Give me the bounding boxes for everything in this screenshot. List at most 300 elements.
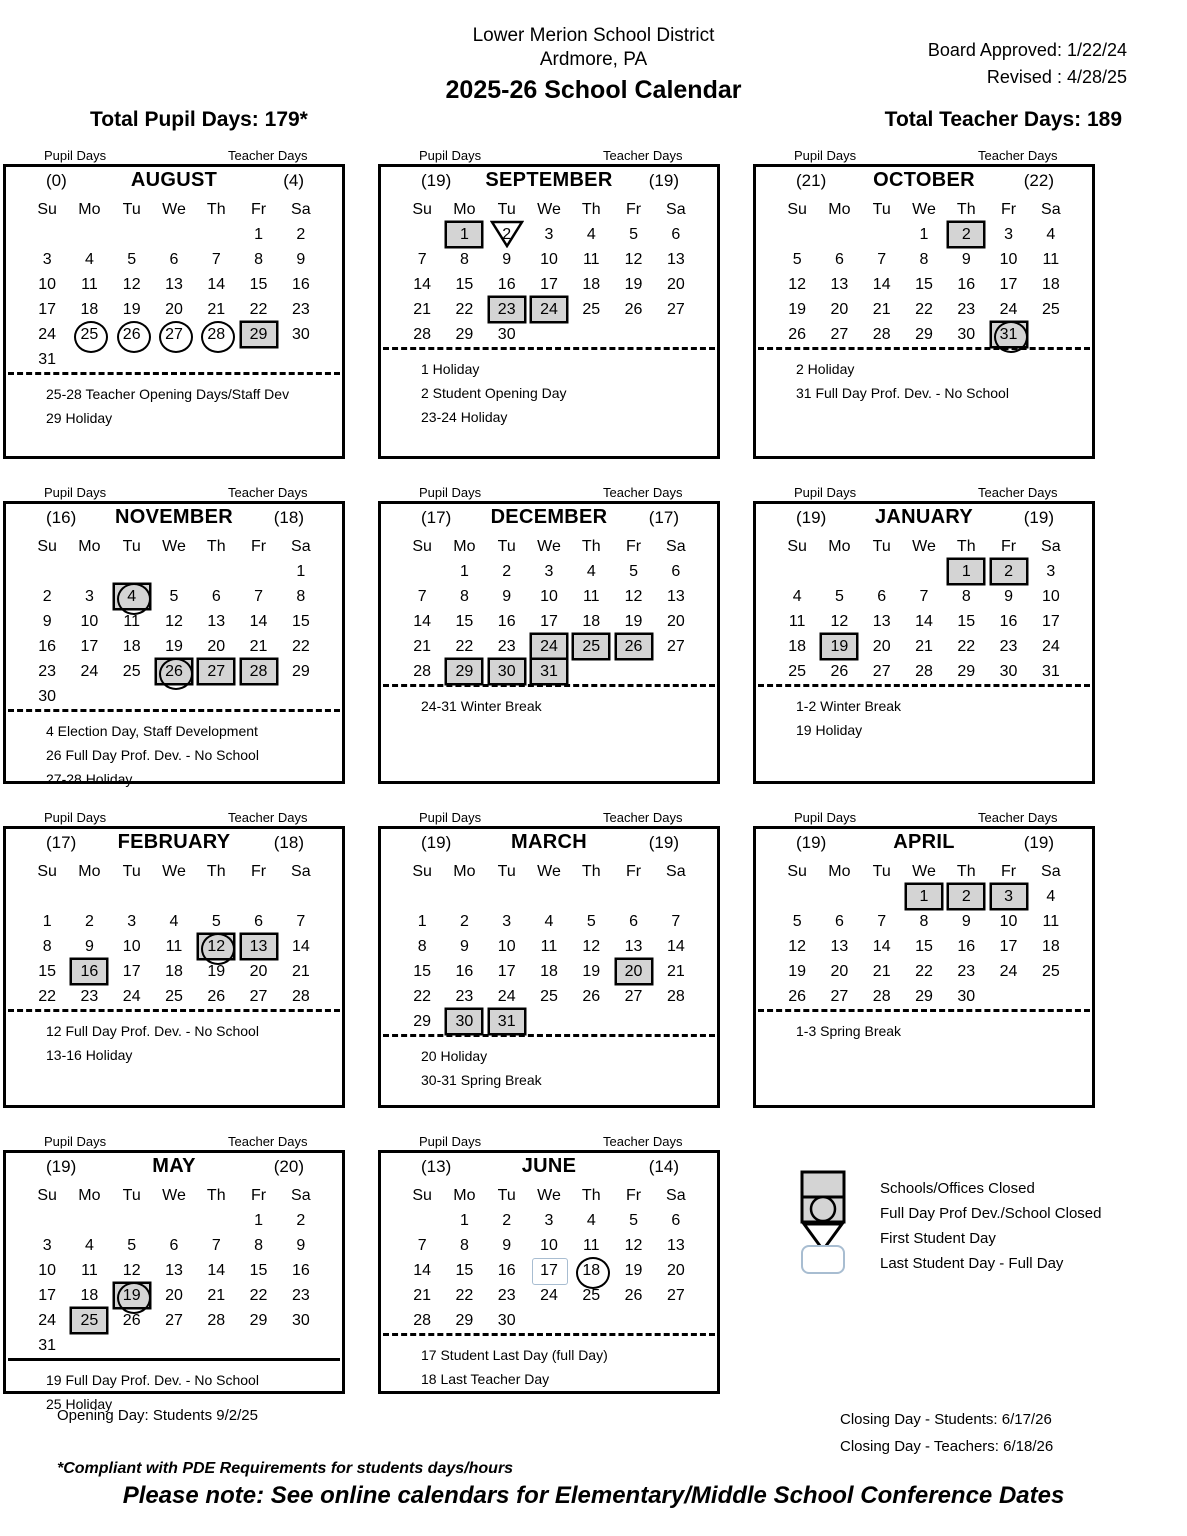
day-number: 9	[961, 913, 971, 930]
day-cell-15	[443, 609, 485, 634]
day-number: 22	[249, 301, 268, 318]
day-cell-26	[111, 322, 153, 347]
day-cell-30	[945, 322, 987, 347]
day-number: 18	[582, 1262, 601, 1279]
day-cell-29	[401, 1009, 443, 1034]
pupil-days-caption: Pupil Days	[44, 1134, 107, 1149]
month-pupil-day-count: (0)	[46, 171, 67, 190]
month-title-row	[381, 167, 717, 197]
month-caption	[750, 150, 1125, 164]
legend-symbols	[796, 1168, 856, 1278]
day-number: 17	[497, 963, 516, 980]
day-cell-5	[111, 247, 153, 272]
week-row	[776, 884, 1072, 909]
pupil-days-caption: Pupil Days	[44, 148, 107, 163]
day-cell-22	[903, 297, 945, 322]
day-number: 5	[169, 588, 179, 605]
empty-day-cell	[111, 1333, 153, 1358]
day-cell-3	[26, 1233, 68, 1258]
day-number: 18	[540, 963, 558, 980]
month-cell-november	[0, 485, 375, 787]
day-number: 18	[80, 301, 99, 318]
day-number: 26	[157, 660, 191, 683]
day-cell-23	[486, 1283, 528, 1308]
day-cell-2	[945, 884, 987, 909]
legend-label-list	[880, 1176, 1101, 1276]
day-number: 7	[211, 1237, 221, 1254]
day-number: 20	[830, 301, 849, 318]
teacher-days-caption: Teacher Days	[228, 1134, 308, 1149]
day-cell-13	[861, 609, 903, 634]
legend-item-3: Last Student Day - Full Day	[880, 1255, 1064, 1272]
day-number: 29	[291, 663, 310, 680]
empty-day-cell	[612, 1009, 654, 1034]
day-number: 27	[666, 301, 685, 318]
month-pupil-day-count: (19)	[796, 833, 827, 852]
day-number: 26	[624, 1287, 643, 1304]
day-cell-18	[153, 959, 195, 984]
day-cell-10	[987, 247, 1029, 272]
day-cell-14	[861, 272, 903, 297]
empty-day-cell	[655, 1009, 697, 1034]
day-cell-30	[987, 659, 1029, 684]
week-row	[401, 1308, 697, 1333]
month-teacher-day-count: (19)	[648, 171, 679, 190]
week-row	[26, 1308, 322, 1333]
weekday-header-sa: Sa	[1041, 862, 1061, 880]
pupil-days-caption: Pupil Days	[44, 485, 107, 500]
day-number: 3	[42, 251, 52, 268]
day-number: 10	[540, 1237, 558, 1254]
day-number: 13	[207, 613, 226, 630]
day-number: 14	[872, 276, 891, 293]
day-number: 23	[291, 1287, 310, 1304]
day-number: 22	[38, 988, 57, 1005]
month-note: 12 Full Day Prof. Dev. - No School	[46, 1023, 259, 1039]
empty-day-cell	[68, 1208, 110, 1233]
month-note: 2 Holiday	[796, 361, 855, 377]
day-cell-9	[280, 247, 322, 272]
day-cell-7	[861, 909, 903, 934]
day-cell-17	[987, 272, 1029, 297]
day-number: 24	[999, 963, 1018, 980]
day-number: 25	[574, 635, 608, 658]
week-row	[776, 609, 1072, 634]
day-number: 17	[80, 638, 99, 655]
day-cell-22	[401, 984, 443, 1009]
page-footer	[0, 1398, 1187, 1536]
day-cell-1	[443, 559, 485, 584]
legend-item-1: Full Day Prof Dev./School Closed	[880, 1205, 1102, 1222]
day-number: 31	[490, 1010, 524, 1033]
empty-day-cell	[195, 1208, 237, 1233]
day-cell-1	[237, 1208, 279, 1233]
day-number: 18	[1041, 938, 1060, 955]
day-cell-14	[195, 272, 237, 297]
day-number: 15	[38, 963, 57, 980]
week-row	[26, 1258, 322, 1283]
empty-day-cell	[111, 559, 153, 584]
day-number: 20	[666, 276, 685, 293]
month-teacher-day-count: (19)	[1023, 508, 1054, 527]
empty-day-cell	[68, 347, 110, 372]
month-caption	[750, 487, 1125, 501]
day-cell-11	[570, 584, 612, 609]
day-cell-28	[237, 659, 279, 684]
day-number: 15	[249, 276, 268, 293]
day-number: 18	[165, 963, 183, 980]
day-cell-4	[111, 584, 153, 609]
empty-day-cell	[818, 222, 860, 247]
day-cell-8	[237, 247, 279, 272]
day-cell-25	[528, 984, 570, 1009]
day-cell-6	[612, 909, 654, 934]
month-box	[378, 826, 720, 1108]
weekday-header-th: Th	[206, 200, 226, 218]
day-cell-3	[111, 909, 153, 934]
month-box	[753, 501, 1095, 784]
day-cell-9	[486, 1233, 528, 1258]
day-cell-7	[903, 584, 945, 609]
empty-day-cell	[280, 1333, 322, 1358]
day-number: 30	[447, 1010, 481, 1033]
month-cell-september	[375, 150, 750, 459]
day-cell-14	[401, 272, 443, 297]
month-caption	[0, 812, 375, 826]
day-number: 23	[291, 301, 310, 318]
day-cell-11	[528, 934, 570, 959]
day-number: 10	[497, 938, 516, 955]
week-row	[26, 559, 322, 584]
day-cell-16	[280, 1258, 322, 1283]
day-number: 26	[582, 988, 601, 1005]
day-number: 29	[455, 1312, 474, 1329]
weekday-header-tu: Tu	[122, 862, 141, 880]
day-number: 1	[296, 563, 306, 580]
day-number: 20	[207, 638, 226, 655]
week-row	[401, 659, 697, 684]
day-number: 9	[296, 1237, 306, 1254]
day-number: 21	[872, 301, 891, 318]
day-number: 4	[115, 585, 149, 608]
empty-day-cell	[570, 1308, 612, 1333]
day-cell-20	[153, 1283, 195, 1308]
day-cell-16	[945, 272, 987, 297]
week-row	[776, 934, 1072, 959]
month-note: 25-28 Teacher Opening Days/Staff Dev	[46, 386, 290, 402]
weekday-header-mo: Mo	[78, 1186, 101, 1204]
day-number: 18	[80, 1287, 99, 1304]
please-note-text: Please note: See online calendars for Elementary/Middle School Conference Dates	[122, 1482, 1065, 1509]
day-cell-26	[570, 984, 612, 1009]
day-cell-10	[68, 609, 110, 634]
day-number: 25	[540, 988, 558, 1005]
day-cell-22	[237, 1283, 279, 1308]
week-row	[26, 609, 322, 634]
day-number: 2	[992, 560, 1026, 583]
day-cell-29	[443, 322, 485, 347]
day-cell-20	[237, 959, 279, 984]
day-cell-25	[776, 659, 818, 684]
day-number: 31	[38, 1337, 57, 1354]
month-day-grid	[401, 534, 697, 684]
day-cell-9	[987, 584, 1029, 609]
day-cell-10	[528, 247, 570, 272]
day-number: 3	[502, 913, 512, 930]
month-teacher-day-count: (14)	[648, 1157, 679, 1176]
teacher-days-caption: Teacher Days	[978, 485, 1058, 500]
month-title-row	[381, 829, 717, 859]
day-number: 10	[38, 1262, 57, 1279]
opening-day-text: Opening Day: Students 9/2/25	[57, 1407, 258, 1424]
week-row	[26, 1283, 322, 1308]
week-row	[401, 934, 697, 959]
empty-day-cell	[26, 1208, 68, 1233]
day-cell-26	[111, 1308, 153, 1333]
day-cell-18	[570, 1258, 612, 1283]
day-number: 24	[122, 988, 141, 1005]
weekday-header-tu: Tu	[497, 1186, 516, 1204]
empty-day-cell	[280, 347, 322, 372]
month-title-row	[381, 504, 717, 534]
day-number: 8	[459, 1237, 469, 1254]
day-number: 20	[666, 1262, 685, 1279]
month-day-grid	[776, 859, 1072, 1009]
day-cell-25	[1030, 959, 1072, 984]
day-number: 20	[666, 613, 685, 630]
day-cell-21	[195, 1283, 237, 1308]
day-number: 1	[459, 563, 469, 580]
teacher-days-caption: Teacher Days	[603, 485, 683, 500]
day-number: 1	[42, 913, 52, 930]
day-cell-26	[776, 322, 818, 347]
week-row	[401, 634, 697, 659]
day-number: 30	[38, 688, 57, 705]
day-number: 12	[122, 1262, 141, 1279]
day-number: 15	[249, 1262, 268, 1279]
empty-day-cell	[655, 322, 697, 347]
empty-day-cell	[570, 659, 612, 684]
day-number: 3	[992, 885, 1026, 908]
day-cell-11	[153, 934, 195, 959]
day-number: 13	[242, 935, 276, 958]
day-cell-13	[655, 247, 697, 272]
month-box	[3, 501, 345, 787]
month-day-grid	[401, 197, 697, 347]
day-cell-19	[612, 272, 654, 297]
day-number: 14	[872, 938, 891, 955]
day-number: 3	[42, 1237, 52, 1254]
month-pupil-day-count: (19)	[796, 508, 827, 527]
day-number: 17	[38, 1287, 57, 1304]
day-cell-23	[987, 634, 1029, 659]
month-note: 19 Holiday	[796, 722, 863, 738]
week-row	[401, 959, 697, 984]
day-number: 21	[207, 1287, 226, 1304]
day-cell-4	[68, 247, 110, 272]
day-number: 26	[617, 635, 651, 658]
day-number: 19	[115, 1284, 149, 1307]
weekday-header-we: We	[912, 862, 936, 880]
weekday-header-fr: Fr	[250, 537, 267, 555]
day-cell-19	[612, 1258, 654, 1283]
day-number: 2	[296, 1212, 306, 1229]
day-cell-1	[903, 222, 945, 247]
weekday-header-row	[401, 197, 697, 222]
day-cell-24	[26, 322, 68, 347]
day-number: 12	[122, 276, 141, 293]
month-name: SEPTEMBER	[485, 169, 613, 191]
week-row	[776, 634, 1072, 659]
empty-day-cell	[153, 559, 195, 584]
day-number: 13	[666, 251, 685, 268]
weekday-header-th: Th	[581, 1186, 601, 1204]
day-cell-13	[818, 272, 860, 297]
weekday-header-we: We	[912, 537, 936, 555]
empty-day-cell	[153, 347, 195, 372]
day-cell-10	[987, 909, 1029, 934]
day-cell-2	[945, 222, 987, 247]
day-number: 7	[671, 913, 681, 930]
day-number: 8	[919, 251, 929, 268]
day-cell-27	[237, 984, 279, 1009]
day-cell-20	[861, 634, 903, 659]
day-cell-5	[195, 909, 237, 934]
day-number: 9	[459, 938, 469, 955]
day-number: 5	[629, 226, 638, 243]
week-row	[776, 984, 1072, 1009]
day-cell-1	[237, 222, 279, 247]
day-number: 24	[497, 988, 516, 1005]
weekday-header-su: Su	[787, 537, 807, 555]
day-number: 2	[502, 563, 512, 580]
month-cell-february	[0, 812, 375, 1108]
day-number: 29	[915, 326, 933, 343]
empty-day-cell	[570, 884, 612, 909]
month-teacher-day-count: (4)	[283, 171, 304, 190]
month-cell-august	[0, 150, 375, 459]
day-number: 24	[80, 663, 99, 680]
day-number: 25	[80, 326, 99, 343]
day-number: 15	[957, 613, 976, 630]
day-number: 10	[122, 938, 141, 955]
day-number: 27	[666, 638, 685, 655]
day-cell-31	[1030, 659, 1072, 684]
day-cell-31	[528, 659, 570, 684]
month-note: 17 Student Last Day (full Day)	[421, 1347, 608, 1363]
day-cell-19	[111, 297, 153, 322]
weekday-header-tu: Tu	[872, 200, 891, 218]
day-number: 3	[544, 563, 554, 580]
week-row	[26, 297, 322, 322]
month-pupil-day-count: (19)	[421, 171, 452, 190]
week-row	[401, 322, 697, 347]
day-number: 18	[1041, 276, 1060, 293]
weekday-header-we: We	[537, 537, 561, 555]
day-cell-15	[443, 1258, 485, 1283]
day-number: 23	[497, 638, 516, 655]
day-cell-7	[401, 584, 443, 609]
empty-day-cell	[153, 1208, 195, 1233]
weekday-header-row	[26, 534, 322, 559]
day-cell-27	[861, 659, 903, 684]
day-cell-5	[612, 222, 654, 247]
weekday-header-fr: Fr	[1000, 537, 1017, 555]
month-pupil-day-count: (19)	[46, 1157, 77, 1176]
day-number: 7	[417, 251, 427, 268]
weekday-header-su: Su	[37, 200, 57, 218]
day-cell-22	[903, 959, 945, 984]
day-number: 4	[84, 1237, 94, 1254]
month-note: 30-31 Spring Break	[421, 1072, 542, 1088]
day-cell-16	[486, 609, 528, 634]
weekday-header-we: We	[162, 200, 186, 218]
weekday-header-sa: Sa	[291, 862, 311, 880]
month-note: 31 Full Day Prof. Dev. - No School	[796, 385, 1009, 401]
day-cell-2	[26, 584, 68, 609]
day-number: 24	[532, 298, 566, 321]
weekday-header-su: Su	[37, 537, 57, 555]
month-caption	[375, 150, 750, 164]
month-cell-december	[375, 487, 750, 784]
empty-day-cell	[655, 659, 697, 684]
weekday-header-sa: Sa	[666, 862, 686, 880]
day-number: 27	[165, 1312, 183, 1329]
day-cell-1	[903, 884, 945, 909]
week-row	[401, 1283, 697, 1308]
day-number: 24	[1041, 638, 1060, 655]
day-cell-11	[570, 1233, 612, 1258]
district-name: Lower Merion School District	[472, 25, 715, 46]
empty-day-cell	[237, 1333, 279, 1358]
day-number: 21	[413, 301, 432, 318]
month-pupil-day-count: (17)	[46, 833, 77, 852]
day-number: 24	[38, 1312, 57, 1329]
weekday-header-mo: Mo	[828, 537, 851, 555]
day-number: 3	[84, 588, 94, 605]
day-cell-30	[486, 659, 528, 684]
day-cell-5	[153, 584, 195, 609]
day-cell-11	[1030, 247, 1072, 272]
day-number: 7	[211, 251, 221, 268]
day-cell-13	[612, 934, 654, 959]
day-cell-17	[1030, 609, 1072, 634]
day-cell-3	[528, 559, 570, 584]
weekday-header-fr: Fr	[1000, 862, 1017, 880]
day-number: 25	[582, 1287, 601, 1304]
week-row	[401, 1233, 697, 1258]
day-number: 16	[38, 638, 57, 655]
day-cell-7	[401, 1233, 443, 1258]
day-cell-18	[570, 609, 612, 634]
legend-item-2: First Student Day	[880, 1230, 996, 1247]
day-cell-28	[195, 322, 237, 347]
empty-day-cell	[776, 559, 818, 584]
day-cell-14	[655, 934, 697, 959]
day-number: 14	[249, 613, 268, 630]
pupil-days-caption: Pupil Days	[44, 810, 107, 825]
calendar-row-0	[0, 150, 1187, 459]
weekday-header-tu: Tu	[122, 1186, 141, 1204]
empty-day-cell	[612, 1308, 654, 1333]
page-title: 2025-26 School Calendar	[445, 76, 742, 104]
month-name: MAY	[152, 1155, 196, 1177]
weekday-header-tu: Tu	[122, 537, 141, 555]
week-row	[26, 322, 322, 347]
day-number: 13	[666, 588, 685, 605]
day-number: 26	[122, 1312, 141, 1329]
day-number: 16	[497, 613, 516, 630]
